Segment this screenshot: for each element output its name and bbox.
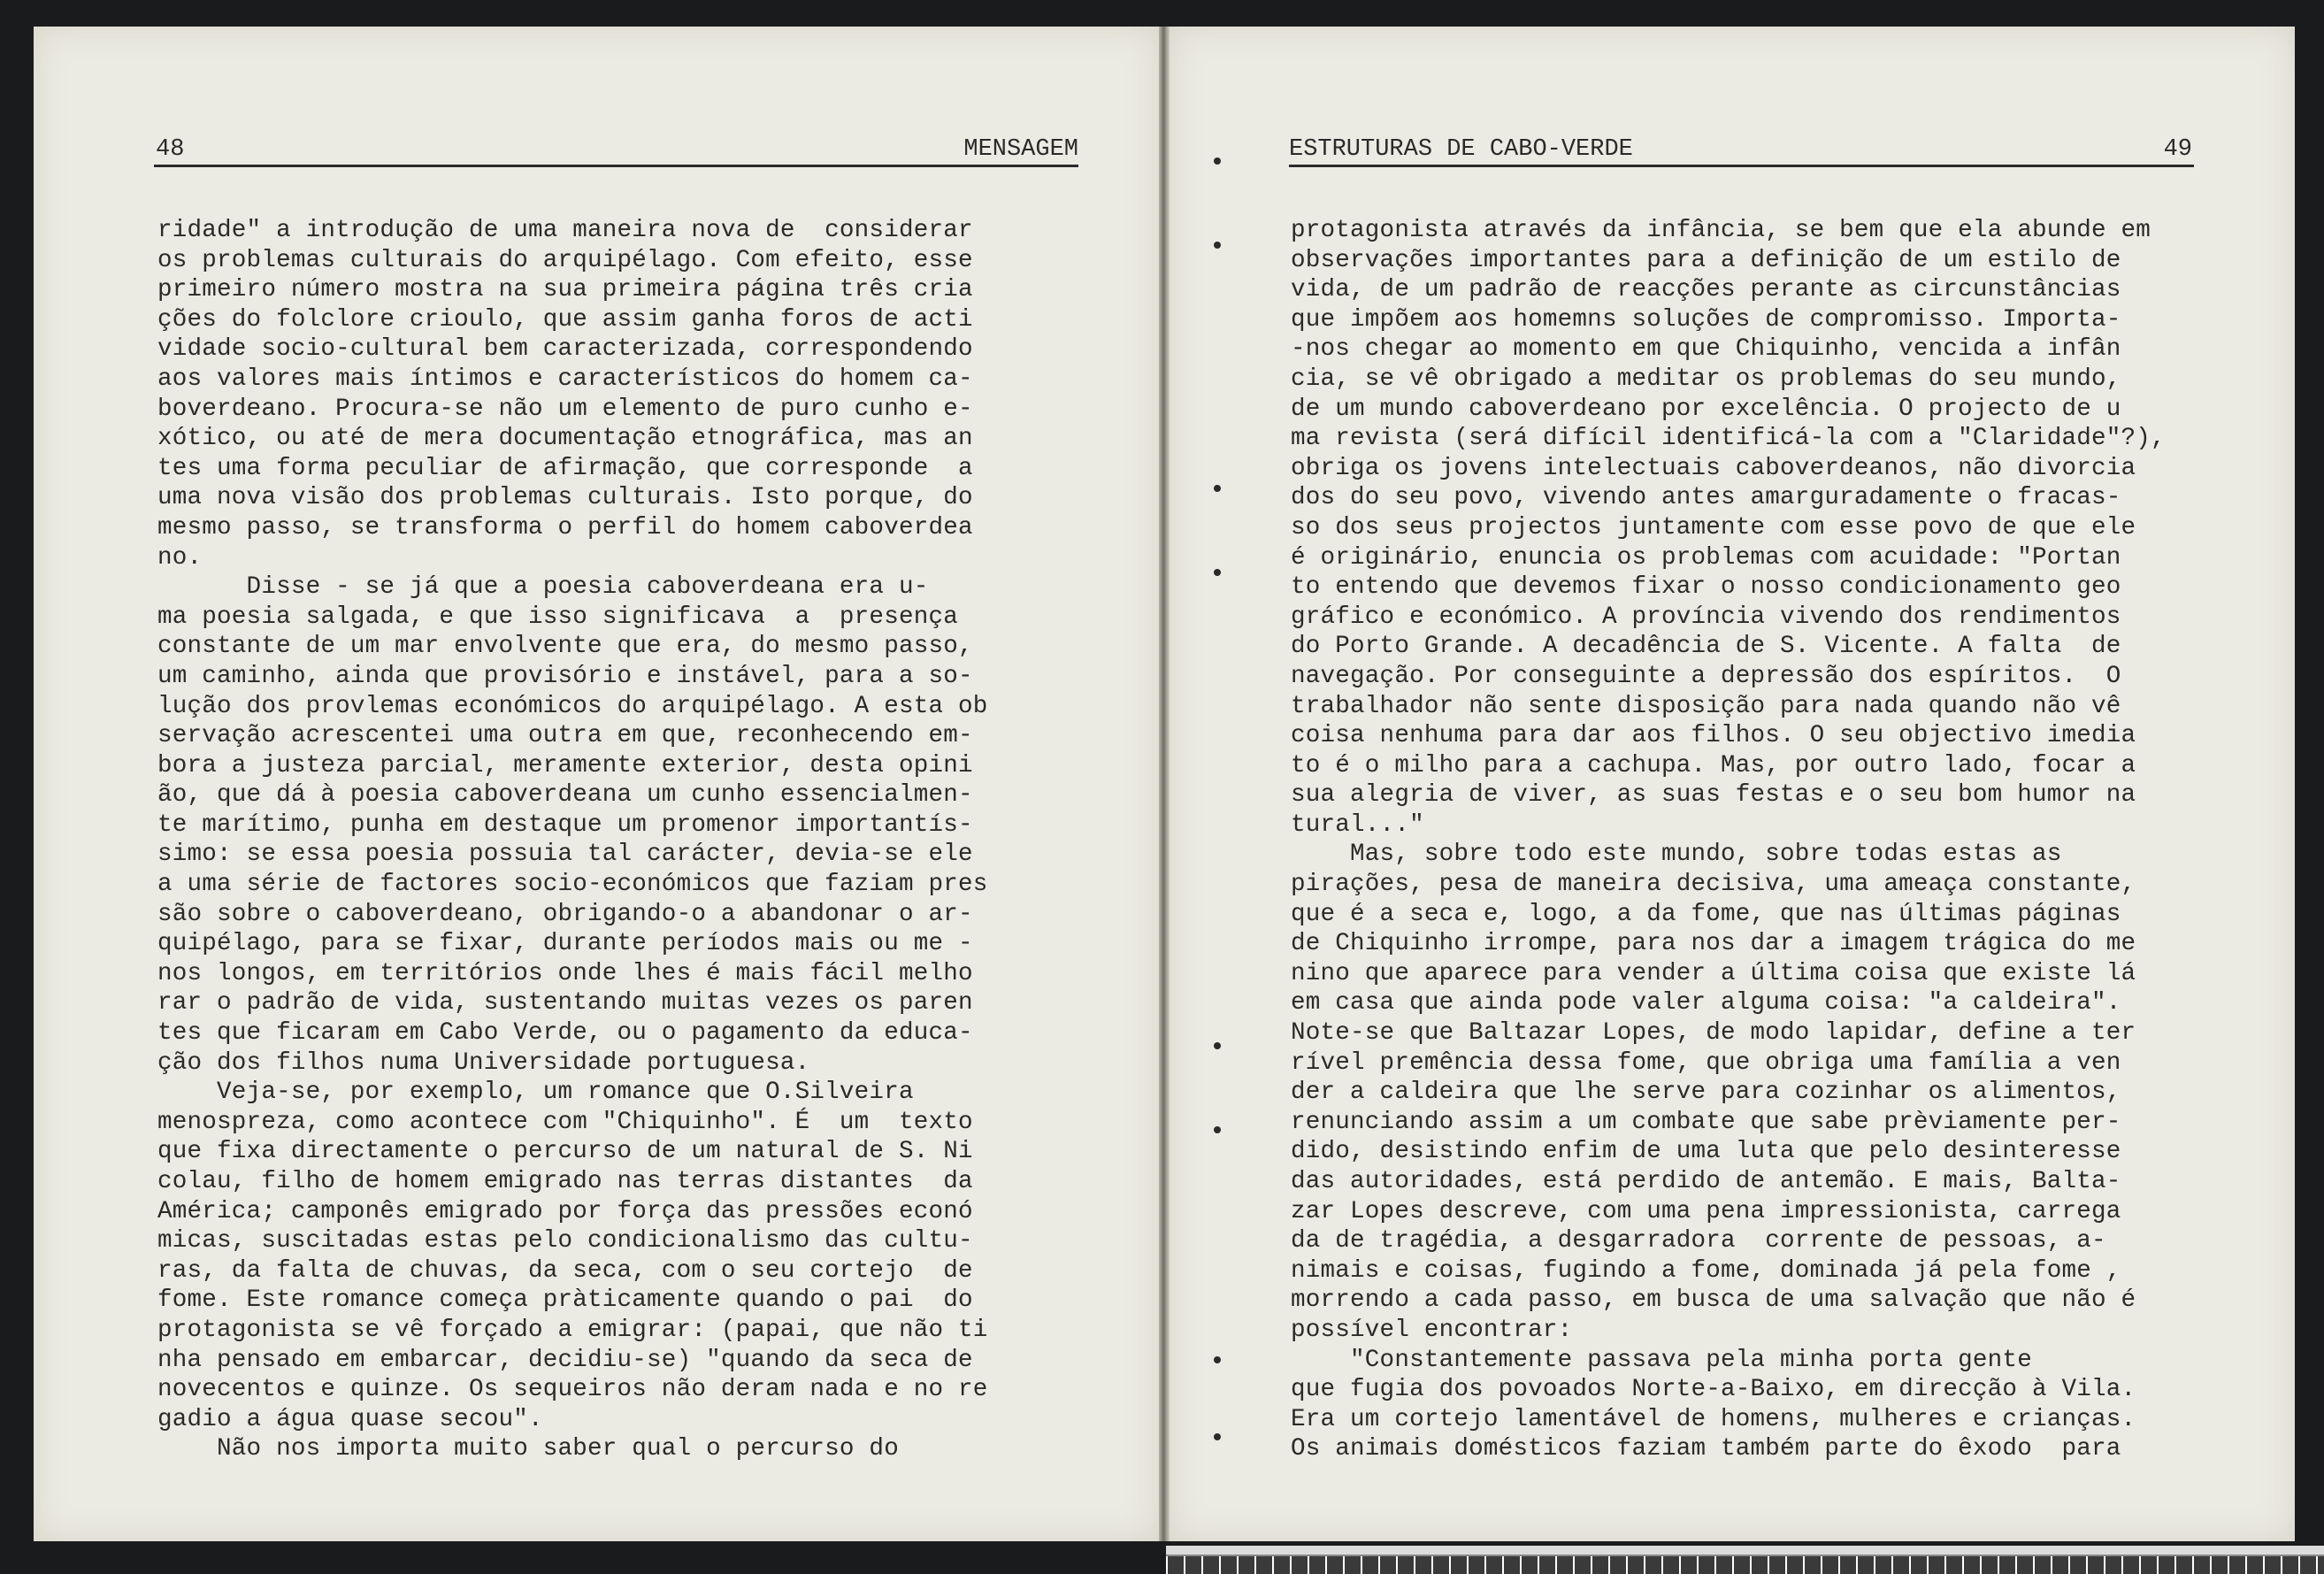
text-line: zar Lopes descreve, com uma pena impressionista, carrega: [1291, 1197, 2121, 1225]
text-line: tes que ficaram em Cabo Verde, ou o pagamento da educa-: [157, 1019, 973, 1048]
text-line: Disse - se já que a poesia caboverdeana era u-: [157, 573, 929, 602]
binding-dot: [1214, 242, 1221, 249]
text-line: gadio a água quase secou".: [157, 1405, 543, 1433]
text-line: der a caldeira que lhe serve para cozinhar os alimentos,: [1291, 1079, 2121, 1107]
text-line: aos valores mais íntimos e característicos do homem ca-: [157, 365, 973, 393]
text-line: das autoridades, está perdido de antemão. E mais, Balta-: [1291, 1168, 2121, 1195]
text-line: nos longos, em territórios onde lhes é mais fácil melho: [157, 959, 973, 987]
text-line: tes uma forma peculiar de afirmação, que corresponde a: [157, 454, 973, 482]
text-line: to entendo que devemos fixar o nosso condicionamento geo: [1291, 573, 2121, 602]
text-line: lução dos provlemas económicos do arquipélago. A esta ob: [157, 692, 988, 720]
text-line: nino que aparece para vender a última coisa que existe lá: [1291, 959, 2136, 987]
text-line: América; camponês emigrado por força das pressões econó: [157, 1197, 973, 1225]
text-line: bora a justeza parcial, meramente exterior, desta opini: [157, 751, 973, 779]
text-line: so dos seus projectos juntamente com esse povo de que ele: [1291, 513, 2136, 541]
text-line: nha pensado em embarcar, decidiu-se) "quando da seca de: [157, 1346, 973, 1374]
text-line: ção dos filhos numa Universidade portuguesa.: [157, 1048, 810, 1077]
text-line: constante de um mar envolvente que era, do mesmo passo,: [157, 633, 973, 661]
text-line: é originário, enuncia os problemas com acuidade: "Portan: [1291, 543, 2121, 572]
text-line: "Constantemente passava pela minha porta gente: [1291, 1346, 2032, 1374]
text-line: tural...": [1291, 810, 1424, 839]
text-line: novecentos e quinze. Os sequeiros não deram nada e no re: [157, 1376, 988, 1404]
text-line: que impõem aos homemns soluções de compromisso. Importa-: [1291, 305, 2121, 334]
text-line: to é o milho para a cachupa. Mas, por outro lado, focar a: [1291, 751, 2136, 779]
text-line: Veja-se, por exemplo, um romance que O.Silveira: [157, 1079, 914, 1107]
right-page-header: [1289, 104, 2194, 167]
text-line: de Chiquinho irrompe, para nos dar a imagem trágica do me: [1291, 930, 2136, 958]
text-line: ão, que dá à poesia caboverdeana um cunho essencialmen-: [157, 781, 973, 810]
text-line: ções do folclore crioulo, que assim ganha foros de acti: [157, 305, 973, 334]
text-line: fome. Este romance começa pràticamente quando o pai do: [157, 1286, 973, 1315]
text-line: no.: [157, 543, 203, 572]
text-line: mesmo passo, se transforma o perfil do homem caboverdea: [157, 513, 973, 541]
binding-dot: [1214, 1433, 1221, 1440]
scale-ruler-bar: [1166, 1546, 2324, 1555]
text-line: -nos chegar ao momento em que Chiquinho, vencida a infân: [1291, 335, 2121, 364]
text-line: do Porto Grande. A decadência de S. Vicente. A falta de: [1291, 633, 2121, 661]
text-line: renunciando assim a um combate que sabe prèviamente per-: [1291, 1108, 2121, 1136]
text-line: que fugia dos povoados Norte-a-Baixo, em direcção à Vila.: [1291, 1376, 2136, 1404]
text-line: xótico, ou até de mera documentação etnográfica, mas an: [157, 425, 973, 453]
text-line: Não nos importa muito saber qual o percurso do: [157, 1435, 899, 1463]
text-line: boverdeano. Procura-se não um elemento de puro cunho e-: [157, 395, 973, 423]
text-line: colau, filho de homem emigrado nas terras distantes da: [157, 1168, 973, 1195]
running-head: MENSAGEM: [963, 136, 1078, 163]
book-gutter: [1159, 27, 1170, 1541]
text-line: ras, da falta de chuvas, da seca, com o seu cortejo de: [157, 1256, 973, 1285]
page-number: 48: [156, 136, 185, 163]
text-line: coisa nenhuma para dar aos filhos. O seu objectivo imedia: [1291, 722, 2136, 750]
text-line: os problemas culturais do arquipélago. Com efeito, esse: [157, 246, 973, 274]
text-line: vidade socio-cultural bem caracterizada, correspondendo: [157, 335, 973, 364]
binding-dot: [1214, 485, 1221, 492]
text-line: simo: se essa poesia possuia tal carácter, devia-se ele: [157, 841, 973, 869]
text-line: sua alegria de viver, as suas festas e o seu bom humor na: [1291, 781, 2136, 810]
text-line: protagonista através da infância, se bem que ela abunde em: [1291, 217, 2151, 244]
running-head: ESTRUTURAS DE CABO-VERDE: [1289, 136, 1633, 163]
binding-dot: [1214, 1042, 1221, 1049]
text-line: Mas, sobre todo este mundo, sobre todas estas as: [1291, 841, 2062, 869]
text-line: rar o padrão de vida, sustentando muitas vezes os paren: [157, 989, 973, 1017]
binding-dot: [1214, 157, 1221, 165]
text-line: ma poesia salgada, e que isso significava a presença: [157, 603, 958, 631]
text-line: pirações, pesa de maneira decisiva, uma ameaça constante,: [1291, 871, 2136, 899]
text-line: Note-se que Baltazar Lopes, de modo lapidar, define a ter: [1291, 1019, 2136, 1048]
page-number: 49: [2163, 136, 2192, 163]
text-line: são sobre o caboverdeano, obrigando-o a abandonar o ar-: [157, 900, 973, 928]
text-line: ridade" a introdução de uma maneira nova de considerar: [157, 217, 973, 244]
text-line: da de tragédia, a desgarradora corrente de pessoas, a-: [1291, 1227, 2106, 1255]
text-line: um caminho, ainda que provisório e instável, para a so-: [157, 662, 973, 690]
scale-ruler: [1166, 1555, 2324, 1574]
text-line: obriga os jovens intelectuais caboverdeanos, não divorcia: [1291, 454, 2136, 482]
text-line: Os animais domésticos faziam também parte do êxodo para: [1291, 1435, 2121, 1463]
text-line: que é a seca e, logo, a da fome, que nas últimas páginas: [1291, 900, 2121, 928]
text-line: servação acrescentei uma outra em que, reconhecendo em-: [157, 722, 973, 750]
text-line: Era um cortejo lamentável de homens, mulheres e crianças.: [1291, 1405, 2136, 1433]
text-line: primeiro número mostra na sua primeira página três cria: [157, 276, 973, 304]
left-page-body: [157, 216, 988, 1464]
text-line: vida, de um padrão de reacções perante as circunstâncias: [1291, 276, 2121, 304]
text-line: navegação. Por conseguinte a depressão dos espíritos. O: [1291, 662, 2121, 690]
binding-dot: [1214, 569, 1221, 576]
left-page: [34, 27, 1159, 1541]
binding-dot: [1214, 1126, 1221, 1133]
text-line: gráfico e económico. A província vivendo dos rendimentos: [1291, 603, 2121, 631]
text-line: trabalhador não sente disposição para nada quando não vê: [1291, 692, 2121, 720]
text-line: que fixa directamente o percurso de um natural de S. Ni: [157, 1138, 973, 1166]
text-line: rível premência dessa fome, que obriga uma família a ven: [1291, 1048, 2121, 1077]
right-page: [1170, 27, 2295, 1541]
text-line: ma revista (será difícil identificá-la com a "Claridade"?),: [1291, 425, 2166, 453]
left-page-header: [154, 104, 1078, 167]
text-line: dos do seu povo, vivendo antes amarguradamente o fracas-: [1291, 484, 2121, 512]
text-line: uma nova visão dos problemas culturais. Isto porque, do: [157, 484, 973, 512]
text-line: em casa que ainda pode valer alguma coisa: "a caldeira".: [1291, 989, 2121, 1017]
text-line: observações importantes para a definição de um estilo de: [1291, 246, 2121, 274]
text-line: menospreza, como acontece com "Chiquinho". É um texto: [157, 1108, 973, 1136]
text-line: dido, desistindo enfim de uma luta que pelo desinteresse: [1291, 1138, 2121, 1166]
text-line: possível encontrar:: [1291, 1316, 1573, 1344]
text-line: te marítimo, punha em destaque um promenor importantís-: [157, 810, 973, 839]
text-line: quipélago, para se fixar, durante períodos mais ou me -: [157, 930, 973, 958]
binding-dot: [1214, 1356, 1221, 1363]
right-page-body: [1291, 216, 2166, 1464]
text-line: de um mundo caboverdeano por excelência. O projecto de u: [1291, 395, 2121, 423]
text-line: micas, suscitadas estas pelo condicionalismo das cultu-: [157, 1227, 973, 1255]
text-line: morrendo a cada passo, em busca de uma salvação que não é: [1291, 1286, 2136, 1315]
text-line: a uma série de factores socio-económicos que faziam pres: [157, 871, 988, 899]
text-line: protagonista se vê forçado a emigrar: (papai, que não ti: [157, 1316, 988, 1344]
text-line: nimais e coisas, fugindo a fome, dominada já pela fome ,: [1291, 1256, 2121, 1285]
text-line: cia, se vê obrigado a meditar os problemas do seu mundo,: [1291, 365, 2121, 393]
